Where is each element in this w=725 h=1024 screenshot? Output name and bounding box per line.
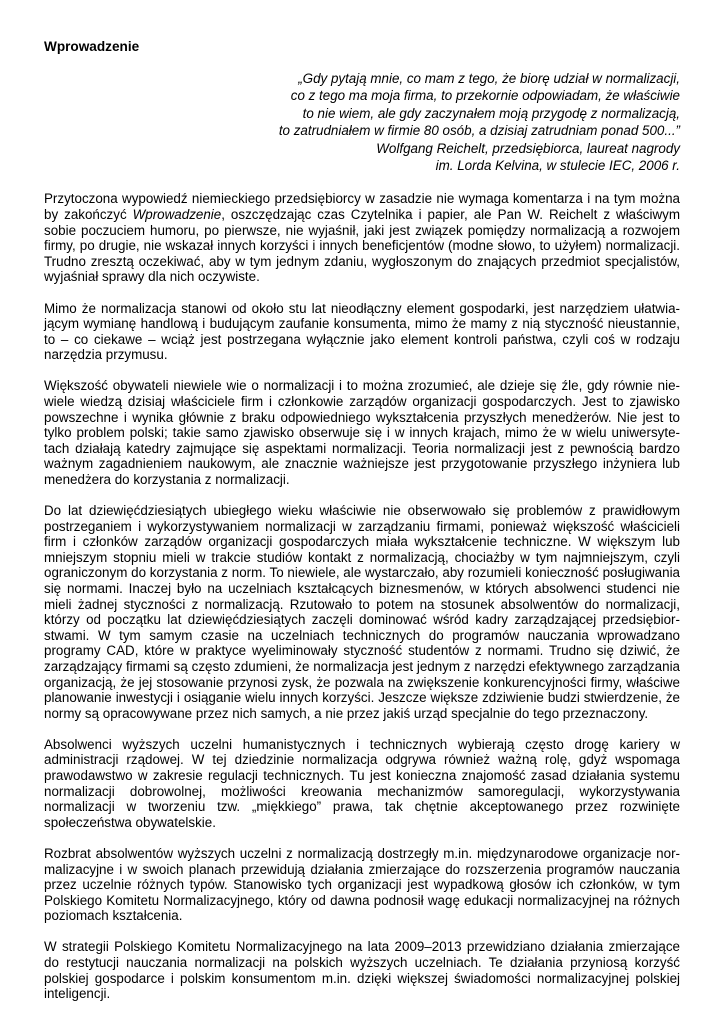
body-paragraph: W strategii Polskiego Komitetu Normalizacyjnego na lata 2009–2013 przewidziano działania zmierzające do restytucji nauczania normalizacji na polskich wyższych uczelniach. Te działania przyniosą korzyść polskiej gospodarce i polskim konsumentom m.in. dzięki większej świadomości normalizacyjnej polskiej inteligencji. [44, 939, 680, 1002]
body-paragraph: Większość obywateli niewiele wie o normalizacji i to można zrozumieć, ale dzieje się źle, gdy równie niewiele wiedzą dzisiaj właściciele firm i członkowie zarządów organizacji gospodarczych. Jest to zjawisko powszechne i wynika głównie z braku odpowiedniego wykształcenia przyszłych menedżerów. Nie jest to tylko problem polski; takie samo zjawisko obserwuje się i w innych krajach, mimo że w wielu uniwersytetach działają katedry zajmujące się aspektami normalizacji. Teoria normalizacji jest z pewnością bardzo ważnym zagadnieniem naukowym, ale znacznie ważniejsze jest przygotowanie przyszłego inżyniera lub menedżera do korzystania z normalizacji. [44, 378, 680, 487]
intro-text-start: Przytoczona wypowiedź niemieckiego przedsiębiorcy w zasadzie nie wymaga komentarza i na tym można by zakończyć [44, 191, 680, 223]
document-page [44, 38, 680, 1017]
quote-line: co z tego ma moja firma, to przekornie odpowiadam, że właściwie [290, 88, 680, 104]
quote-attribution-line: im. Lorda Kelvina, w stulecie IEC, 2006 r. [435, 158, 680, 174]
epigraph-quote [44, 70, 680, 174]
intro-paragraph [44, 191, 680, 285]
section-heading: Wprowadzenie [44, 39, 140, 54]
body-paragraph: Absolwenci wyższych uczelni humanistycznych i technicznych wybierają często drogę kariery w administracji rządowej. W tej dziedzinie normalizacja odgrywa również ważną rolę, gdyż wspomaga prawodawstwo w zakresie regulacji technicznych. Tu jest konieczna znajomość zasad działania systemu normalizacji dobrowolnej, możliwości kreowania mechanizmów samoregulacji, wykorzystywania normalizacji w tworzeniu tzw. „miękkiego” prawa, tak chętnie akceptowanego przez rozwinięte społeczeństwa obywatelskie. [44, 736, 680, 830]
quote-line: to nie wiem, ale gdy zaczynałem moją przygodę z normalizacją, [302, 105, 680, 121]
intro-text-end: , oszczędzając czas Czytelnika i papier, ale Pan W. Reichelt z właściwym sobie poczuciem humoru, po pierwsze, nie wyjaśnił, jaki jest związek pomiędzy normalizacją a rozwojem firmy, po drugie, nie wskazał innych korzyści i innych beneficjentów (modne słowo, to użyłem) normalizacji. Trudno zresztą oczekiwać, aby w tym jednym zdaniu, wygłoszonym do znających przedmiot specjalistów, wyjaśniał sprawy dla nich oczywiste. [44, 207, 681, 285]
quote-line: „Gdy pytają mnie, co mam z tego, że biorę udział w normalizacji, [298, 71, 680, 86]
quote-line: to zatrudniałem w firmie 80 osób, a dzisiaj zatrudniam ponad 500...” [278, 123, 680, 139]
quote-attribution-line: Wolfgang Reichelt, przedsiębiorca, laureat nagrody [376, 140, 680, 156]
body-paragraph: Do lat dziewięćdziesiątych ubiegłego wieku właściwie nie obserwowało się problemów z prawidłowym postrzeganiem i wykorzystywaniem normalizacji w zarządzaniu firmami, ponieważ większość właścicieli firm i członków zarządów organizacji gospodarczych miała wykształcenie techniczne. W większym lub mniejszym stopniu mieli w trakcie studiów kontakt z normalizacją, chociażby w tym najmniejszym, czyli ograniczonym do korzystania z norm. To niewiele, ale wystarczało, aby rozumieli konieczność posługiwania się normami. Inaczej było na uczelniach kształcących biznesmenów, w których absolwenci studenci nie mieli żadnej styczności z normalizacją. Rzutowało to potem na stosunek absolwentów do normalizacji, którzy od początku lat dziewięćdziesiątych zaczęli dominować wśród kadry zarządzającej przedsiębiorstwami. W tym samym czasie na uczelniach technicznych do programów nauczania wprowadzano programy CAD, które w praktyce wyeliminowały styczność studentów z normami. Trudno się dziwić, że zarządzający firmami są często zdumieni, że normalizacja jest jednym z narzędzi efektywnego zarządzania organizacją, że jej stosowanie przynosi zysk, że pozwala na zwiększenie konkurencyjności firmy, właściwe planowanie inwestycji i osiąganie wielu innych korzyści. Jeszcze większe zdziwienie budzi stwierdzenie, że normy są opracowywane przez nich samych, a nie przez jakiś urząd specjalnie do tego przeznaczony. [44, 503, 680, 721]
body-paragraph: Rozbrat absolwentów wyższych uczelni z normalizacją dostrzegły m.in. międzynarodowe organizacje normalizacyjne i w swoich planach przewidują działania zmierzające do rozszerzenia programów nauczania przez uczelnie różnych typów. Stanowisko tych organizacji jest wypadkową głosów ich członków, w tym Polskiego Komitetu Normalizacyjnego, który od dawna podnosił wagę edukacji normalizacyjnej na różnych poziomach kształcenia. [44, 845, 680, 924]
intro-italic-term: Wprowadzenie [132, 207, 222, 223]
body-paragraph: Mimo że normalizacja stanowi od około stu lat nieodłączny element gospodarki, jest narzędziem ułatwiającym wymianę handlową i budującym zaufanie konsumenta, mimo że mamy z nią styczność nieustannie, to – co ciekawe – wciąż jest postrzegana wyłącznie jako element kontroli państwa, czyli coś w rodzaju narzędzia przymusu. [44, 300, 680, 363]
